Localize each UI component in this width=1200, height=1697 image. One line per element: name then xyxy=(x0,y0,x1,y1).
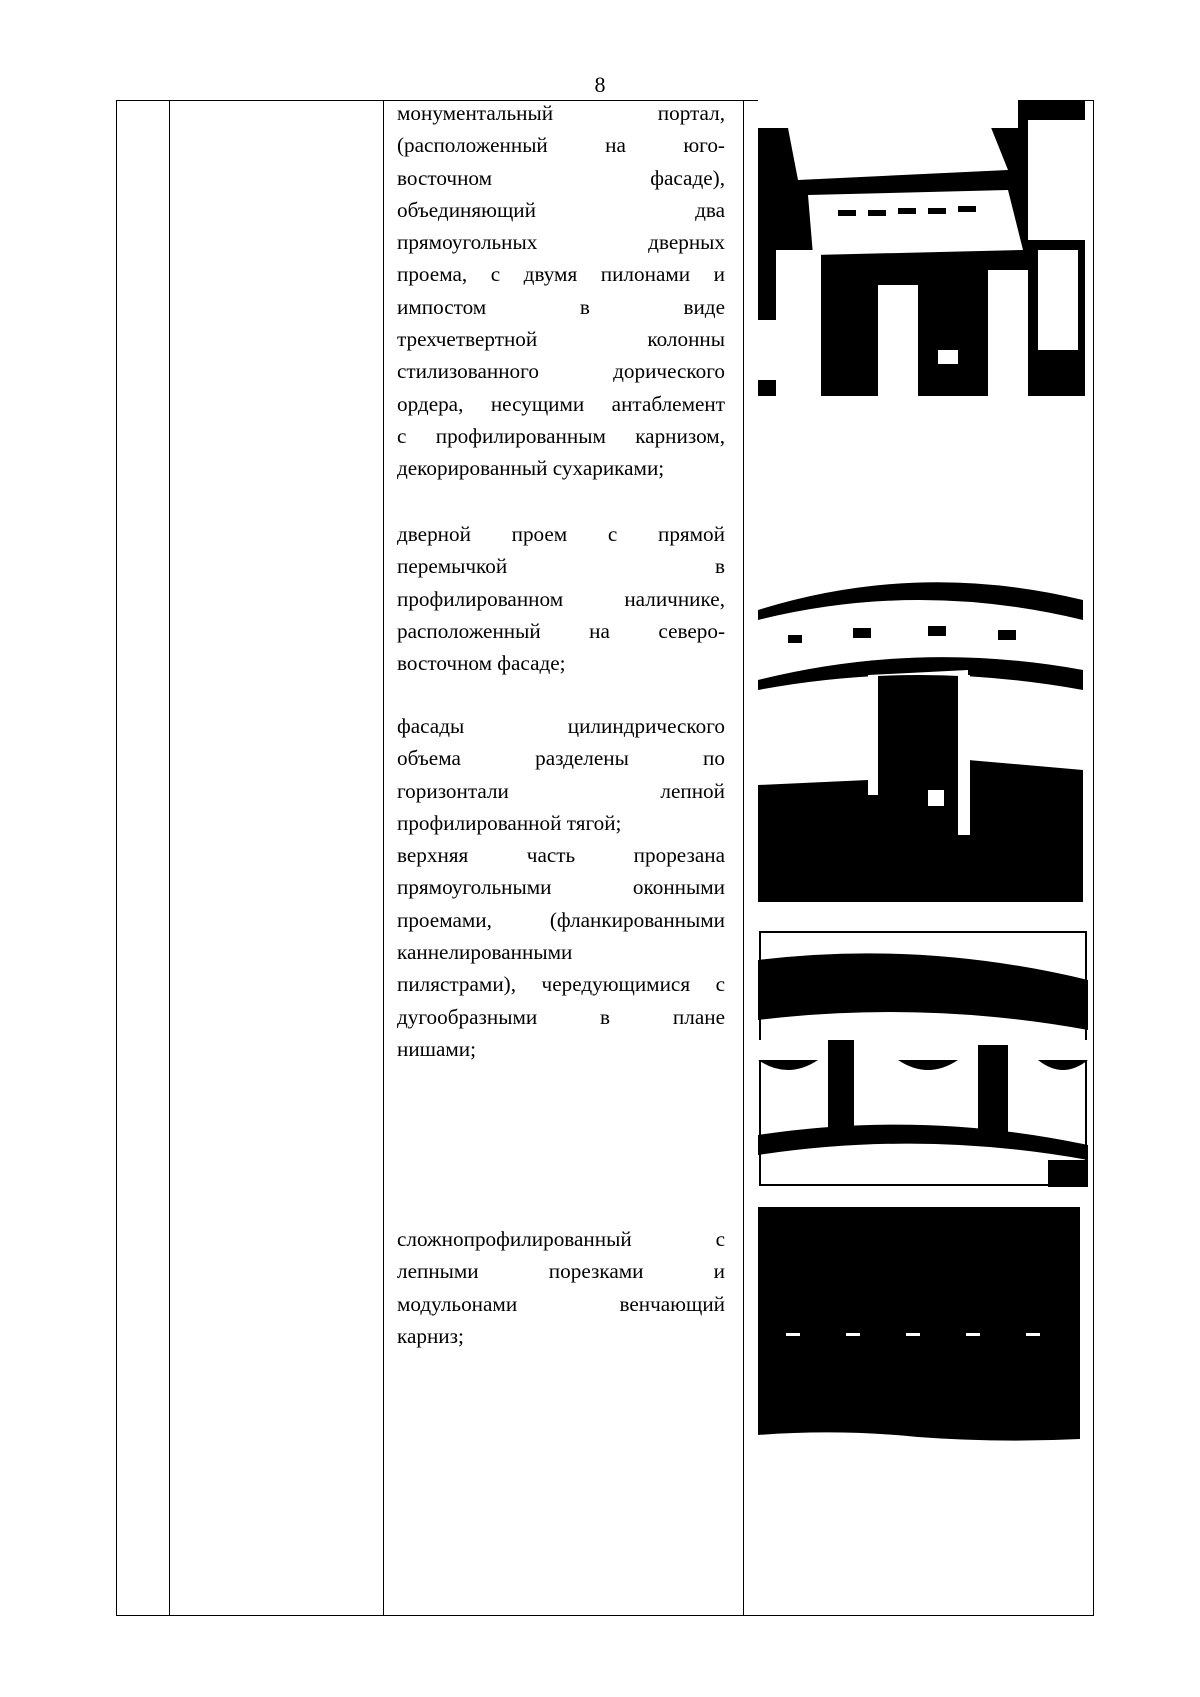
portal-photo xyxy=(758,100,1085,396)
column-divider-2 xyxy=(383,101,384,1615)
text-line: верхняя часть прорезана xyxy=(397,843,725,868)
text-line: фасады цилиндрического xyxy=(397,714,725,738)
text-line: сложнопрофилированный с xyxy=(397,1227,725,1251)
column-divider-1 xyxy=(169,101,170,1615)
text-line: декорированный сухариками; xyxy=(397,456,665,481)
column-divider-3 xyxy=(743,101,744,1615)
doorway-photo xyxy=(758,580,1083,902)
text-line: расположенный на северо- xyxy=(397,618,725,643)
text-line: лепными порезками и xyxy=(397,1259,725,1284)
text-line: карниз; xyxy=(397,1323,464,1348)
text-line: горизонтали лепной xyxy=(397,778,725,803)
text-line: проемами, (фланкированными xyxy=(397,907,725,932)
text-line: профилированной тягой; xyxy=(397,810,622,835)
text-line: пилястрами), чередующимися с xyxy=(397,972,725,997)
text-line: прямоугольных дверных xyxy=(397,230,725,255)
text-line: модульонами венчающий xyxy=(397,1291,725,1316)
text-line: перемычкой в xyxy=(397,554,725,579)
description-facades xyxy=(397,710,725,1065)
text-line: дугообразными в плане xyxy=(397,1004,725,1029)
doorway-photo-graphic xyxy=(758,580,1083,902)
portal-photo-graphic xyxy=(758,100,1085,396)
text-line: восточном фасаде; xyxy=(397,651,566,676)
text-line: каннелированными xyxy=(397,940,573,965)
text-line: стилизованного дорического xyxy=(397,359,725,384)
text-line: восточном фасаде), xyxy=(397,165,725,190)
text-line: профилированном наличнике, xyxy=(397,586,725,611)
description-doorway xyxy=(397,518,725,679)
text-line: с профилированным карнизом, xyxy=(397,423,725,448)
description-cornice xyxy=(397,1223,725,1352)
text-line: объединяющий два xyxy=(397,197,725,222)
description-portal xyxy=(397,97,725,485)
text-line: проема, с двумя пилонами и xyxy=(397,262,725,287)
cornice-photo xyxy=(758,1207,1080,1449)
text-line: дверной проем с прямой xyxy=(397,522,725,546)
text-line: ордера, несущими антаблемент xyxy=(397,391,725,416)
text-line: нишами; xyxy=(397,1036,477,1061)
text-line: импостом в виде xyxy=(397,294,725,319)
text-line: монументальный портал, xyxy=(397,101,725,125)
text-line: прямоугольными оконными xyxy=(397,875,725,900)
text-line: трехчетвертной колонны xyxy=(397,327,725,352)
facade-photo-graphic xyxy=(758,930,1088,1187)
facade-photo xyxy=(758,930,1088,1187)
text-line: объема разделены по xyxy=(397,746,725,771)
cornice-photo-graphic xyxy=(758,1207,1080,1449)
text-line: (расположенный на юго- xyxy=(397,133,725,158)
page-number: 8 xyxy=(594,72,606,97)
